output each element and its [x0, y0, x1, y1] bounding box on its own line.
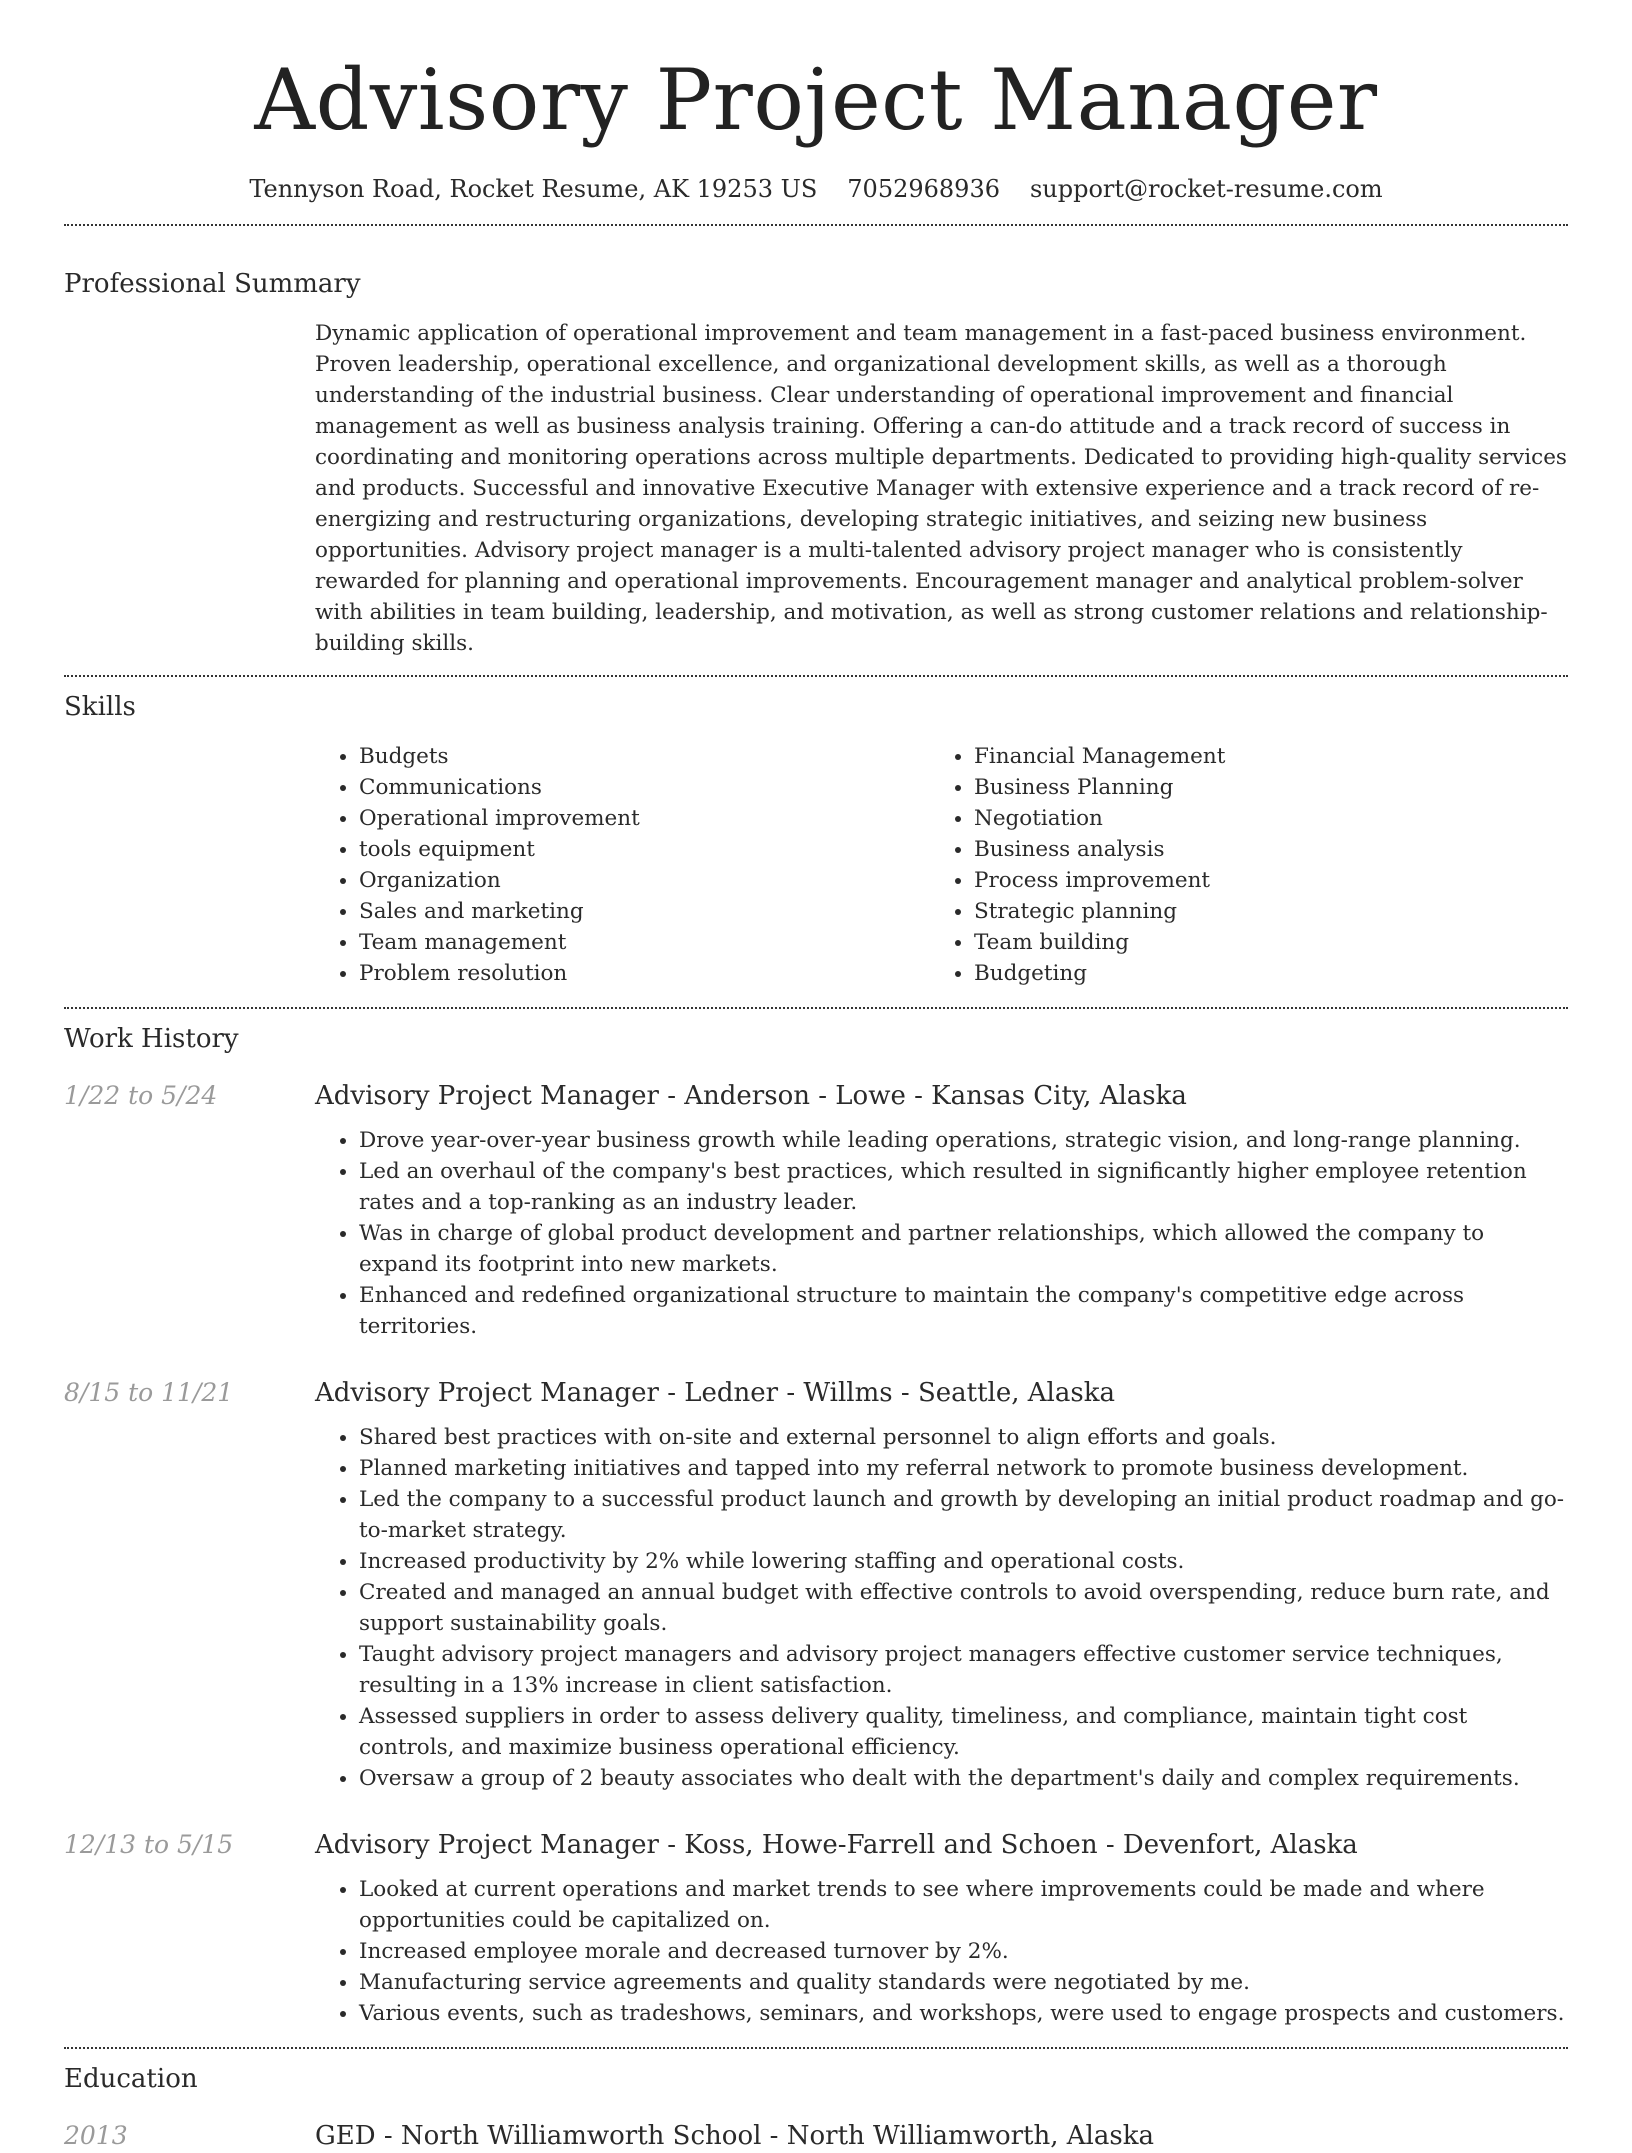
skill-item: • Team management	[359, 927, 930, 958]
job-entry	[64, 1376, 1568, 1794]
skill-item: • Business analysis	[974, 834, 1545, 865]
skill-item: • Negotiation	[974, 803, 1545, 834]
skill-item: • Budgets	[359, 741, 930, 772]
skill-item: • Budgeting	[974, 958, 1545, 989]
job-bullet: • Planned marketing initiatives and tapped into my referral network to promote business development.	[359, 1453, 1568, 1484]
work-divider	[64, 2047, 1568, 2049]
skill-item: • Communications	[359, 772, 930, 803]
skill-item: • Strategic planning	[974, 896, 1545, 927]
skill-item: • Team building	[974, 927, 1545, 958]
contact-email: support@rocket-resume.com	[1029, 175, 1383, 203]
job-bullets	[315, 1874, 1568, 2029]
job-bullet: • Increased productivity by 2% while lowering staffing and operational costs.	[359, 1546, 1568, 1577]
skills-list	[315, 741, 1568, 989]
education-date: 2013	[64, 2121, 128, 2150]
skills-column-right	[930, 741, 1545, 989]
job-bullets	[315, 1422, 1568, 1794]
candidate-name: Advisory Project Manager	[254, 51, 1378, 149]
job-bullet: • Various events, such as tradeshows, seminars, and workshops, were used to engage prospects and customers.	[359, 1998, 1568, 2029]
job-bullet: • Taught advisory project managers and advisory project managers effective customer service techniques, resulting in a 13% increase in client satisfaction.	[359, 1639, 1568, 1701]
job-bullet: • Assessed suppliers in order to assess delivery quality, timeliness, and compliance, maintain tight cost controls, and maximize business operational efficiency.	[359, 1701, 1568, 1763]
skill-item: • Organization	[359, 865, 930, 896]
job-body	[315, 1079, 1568, 1342]
summary-text: Dynamic application of operational improvement and team management in a fast-paced business environment. Proven leadership, operational excellence, and organizational development skills, as well as a thorough understanding of the industrial business. Clear understanding of operational improvement and financial management as well as business analysis training. Offering a can-do attitude and a track record of success in coordinating and monitoring operations across multiple departments. Dedicated to providing high-quality services and products. Successful and innovative Executive Manager with extensive experience and a track record of re-energizing and restructuring organizations, developing strategic initiatives, and seizing new business opportunities. Advisory project manager is a multi-talented advisory project manager who is consistently rewarded for planning and operational improvements. Encouragement manager and analytical problem-solver with abilities in team building, leadership, and motivation, as well as strong customer relations and relationship-building skills.	[315, 321, 1567, 656]
work-history-heading: Work History	[64, 1024, 239, 1054]
summary-heading: Professional Summary	[64, 269, 361, 299]
skill-item: • Financial Management	[974, 741, 1545, 772]
skills-divider	[64, 1007, 1568, 1009]
contact-line	[64, 172, 1568, 206]
job-bullet: • Looked at current operations and market trends to see where improvements could be made and where opportunities could be capitalized on.	[359, 1874, 1568, 1936]
skill-item: • tools equipment	[359, 834, 930, 865]
job-title: Advisory Project Manager - Ledner - Willms - Seattle, Alaska	[315, 1378, 1115, 1408]
job-date: 1/22 to 5/24	[64, 1081, 218, 1110]
education-title: GED - North Williamworth School - North Williamworth, Alaska	[315, 2121, 1154, 2151]
job-title: Advisory Project Manager - Koss, Howe-Farrell and Schoen - Devenfort, Alaska	[315, 1830, 1358, 1860]
job-bullet: • Created and managed an annual budget with effective controls to avoid overspending, reduce burn rate, and support sustainability goals.	[359, 1577, 1568, 1639]
job-bullet: • Increased employee morale and decreased turnover by 2%.	[359, 1936, 1568, 1967]
education-entry	[64, 2119, 1568, 2153]
job-bullet: • Manufacturing service agreements and quality standards were negotiated by me.	[359, 1967, 1568, 1998]
contact-phone: 7052968936	[847, 175, 1000, 203]
education-heading: Education	[64, 2064, 198, 2094]
skill-item: • Sales and marketing	[359, 896, 930, 927]
job-bullet: • Led an overhaul of the company's best practices, which resulted in significantly higher employee retention rates and a top-ranking as an industry leader.	[359, 1156, 1568, 1218]
resume-page	[64, 0, 1568, 2153]
skill-item: • Business Planning	[974, 772, 1545, 803]
contact-address: Tennyson Road, Rocket Resume, AK 19253 US	[249, 175, 818, 203]
skill-item: • Operational improvement	[359, 803, 930, 834]
education-body	[315, 2119, 1568, 2153]
skills-heading: Skills	[64, 692, 136, 722]
job-bullet: • Drove year-over-year business growth while leading operations, strategic vision, and long-range planning.	[359, 1125, 1568, 1156]
job-date: 8/15 to 11/21	[64, 1378, 234, 1407]
job-bullet: • Oversaw a group of 2 beauty associates who dealt with the department's daily and complex requirements.	[359, 1763, 1568, 1794]
job-bullet: • Enhanced and redefined organizational structure to maintain the company's competitive edge across territories.	[359, 1280, 1568, 1342]
job-title: Advisory Project Manager - Anderson - Lowe - Kansas City, Alaska	[315, 1081, 1187, 1111]
summary-divider	[64, 675, 1568, 677]
job-bullet: • Shared best practices with on-site and external personnel to align efforts and goals.	[359, 1422, 1568, 1453]
job-bullet: • Led the company to a successful product launch and growth by developing an initial product roadmap and go-to-market strategy.	[359, 1484, 1568, 1546]
job-date: 12/13 to 5/15	[64, 1830, 234, 1859]
job-bullet: • Was in charge of global product development and partner relationships, which allowed the company to expand its footprint into new markets.	[359, 1218, 1568, 1280]
job-entry	[64, 1079, 1568, 1342]
job-body	[315, 1376, 1568, 1794]
skill-item: • Process improvement	[974, 865, 1545, 896]
header-divider	[64, 224, 1568, 226]
skill-item: • Problem resolution	[359, 958, 930, 989]
job-entry	[64, 1828, 1568, 2029]
job-bullets	[315, 1125, 1568, 1342]
skills-column-left	[315, 741, 930, 989]
job-body	[315, 1828, 1568, 2029]
